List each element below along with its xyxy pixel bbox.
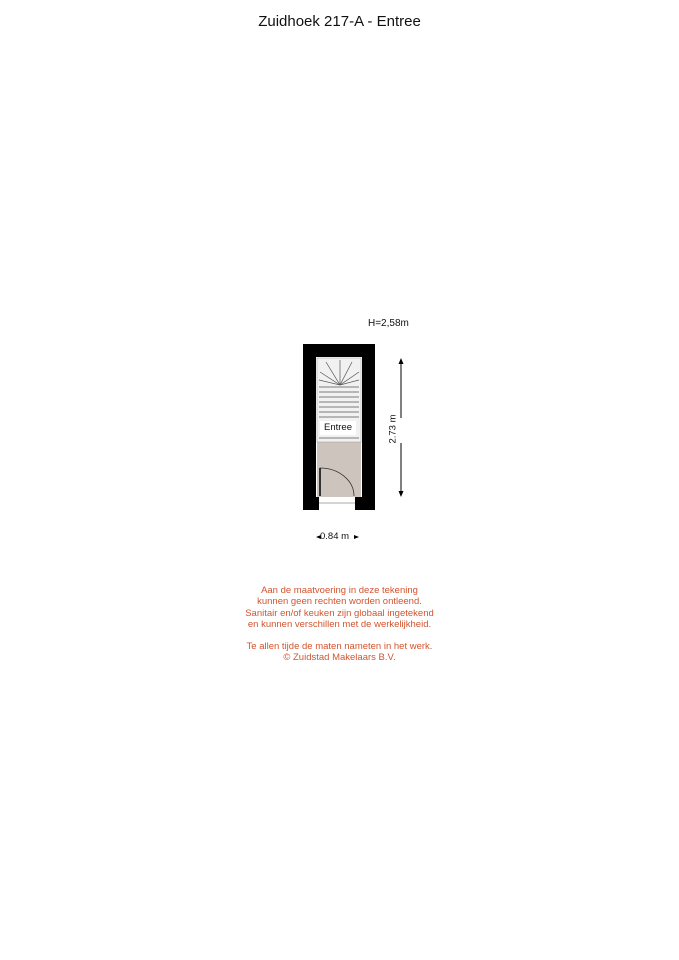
dimension-label-horizontal: 0.84 m (320, 531, 350, 542)
disclaimer-line: Sanitair en/of keuken zijn globaal ingetekend (245, 607, 434, 619)
disclaimer-line: Aan de maatvoering in deze tekening (261, 585, 418, 596)
ceiling-height-label: H=2,58m (368, 318, 409, 329)
room-label: Entree (320, 421, 356, 435)
dimension-label-vertical: 2.73 m (387, 414, 399, 444)
door-opening (319, 497, 355, 510)
copyright-line: © Zuidstad Makelaars B.V. (283, 652, 396, 664)
disclaimer-line: Te allen tijde de maten nameten in het werk. (246, 641, 433, 653)
floor-area (317, 442, 361, 497)
page-title: Zuidhoek 217-A - Entree (258, 13, 421, 30)
disclaimer-line: kunnen geen rechten worden ontleend. (257, 596, 422, 608)
disclaimer (0, 585, 679, 664)
disclaimer-line: en kunnen verschillen met de werkelijkheid. (247, 618, 432, 630)
